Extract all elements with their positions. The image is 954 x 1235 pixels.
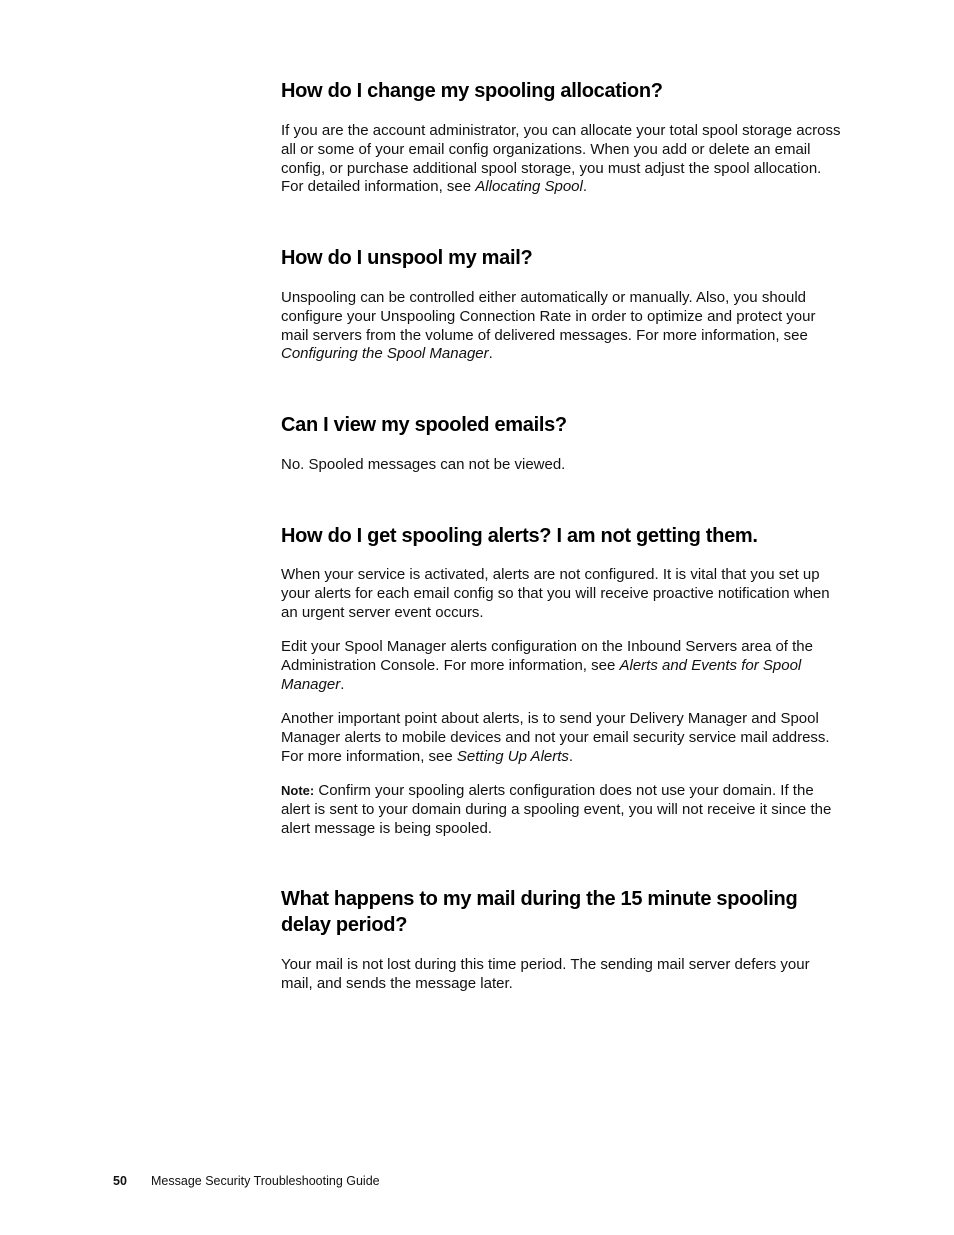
cross-reference: Setting Up Alerts	[456, 747, 569, 765]
footer-guide-title: Message Security Troubleshooting Guide	[151, 1174, 380, 1188]
note-paragraph: Note: Confirm your spooling alerts configuration does not use your domain. If the alert is sent to your domain during a spooling event, you will not receive it since the alert message is being spooled.	[281, 782, 832, 837]
cross-reference: Allocating Spool	[475, 178, 583, 196]
body-paragraph: Unspooling can be controlled either automatically or manually. Also, you should configure your Unspooling Connection Rate in order to optimize and protect your mail servers from the volume of delivered messages. For more information, see Configuring the Spool Manager.	[281, 289, 816, 363]
body-paragraph: Edit your Spool Manager alerts configuration on the Inbound Servers area of the Administration Console. For more information, see Alerts and Events for Spool Manager.	[281, 638, 813, 693]
section-heading: What happens to my mail during the 15 minute spooling delay period?	[281, 888, 798, 936]
page-number: 50	[113, 1174, 127, 1188]
body-paragraph: Your mail is not lost during this time period. The sending mail server defers your mail, and sends the message later.	[281, 956, 810, 992]
body-paragraph: Another important point about alerts, is to send your Delivery Manager and Spool Manager alerts to mobile devices and not your email security service mail address. For more information, see Setting Up Alerts.	[281, 710, 830, 765]
section-heading: How do I unspool my mail?	[281, 247, 533, 269]
section-heading: How do I change my spooling allocation?	[281, 80, 663, 102]
cross-reference: Alerts and Events for Spool Manager	[281, 656, 802, 693]
cross-reference: Configuring the Spool Manager	[281, 345, 489, 363]
body-paragraph: If you are the account administrator, you can allocate your total spool storage across all or some of your email config organizations. When you add or delete an email config, or purchase additional spool storage, you must adjust the spool allocation. For detailed information, see Allocating Spool.	[281, 122, 841, 196]
note-label: Note:	[281, 783, 315, 798]
section-heading: How do I get spooling alerts? I am not getting them.	[281, 525, 758, 547]
section-heading: Can I view my spooled emails?	[281, 414, 567, 436]
body-paragraph: When your service is activated, alerts are not configured. It is vital that you set up your alerts for each email config so that you will receive proactive notification when an urgent server event occurs.	[281, 566, 830, 621]
body-paragraph: No. Spooled messages can not be viewed.	[281, 456, 566, 473]
